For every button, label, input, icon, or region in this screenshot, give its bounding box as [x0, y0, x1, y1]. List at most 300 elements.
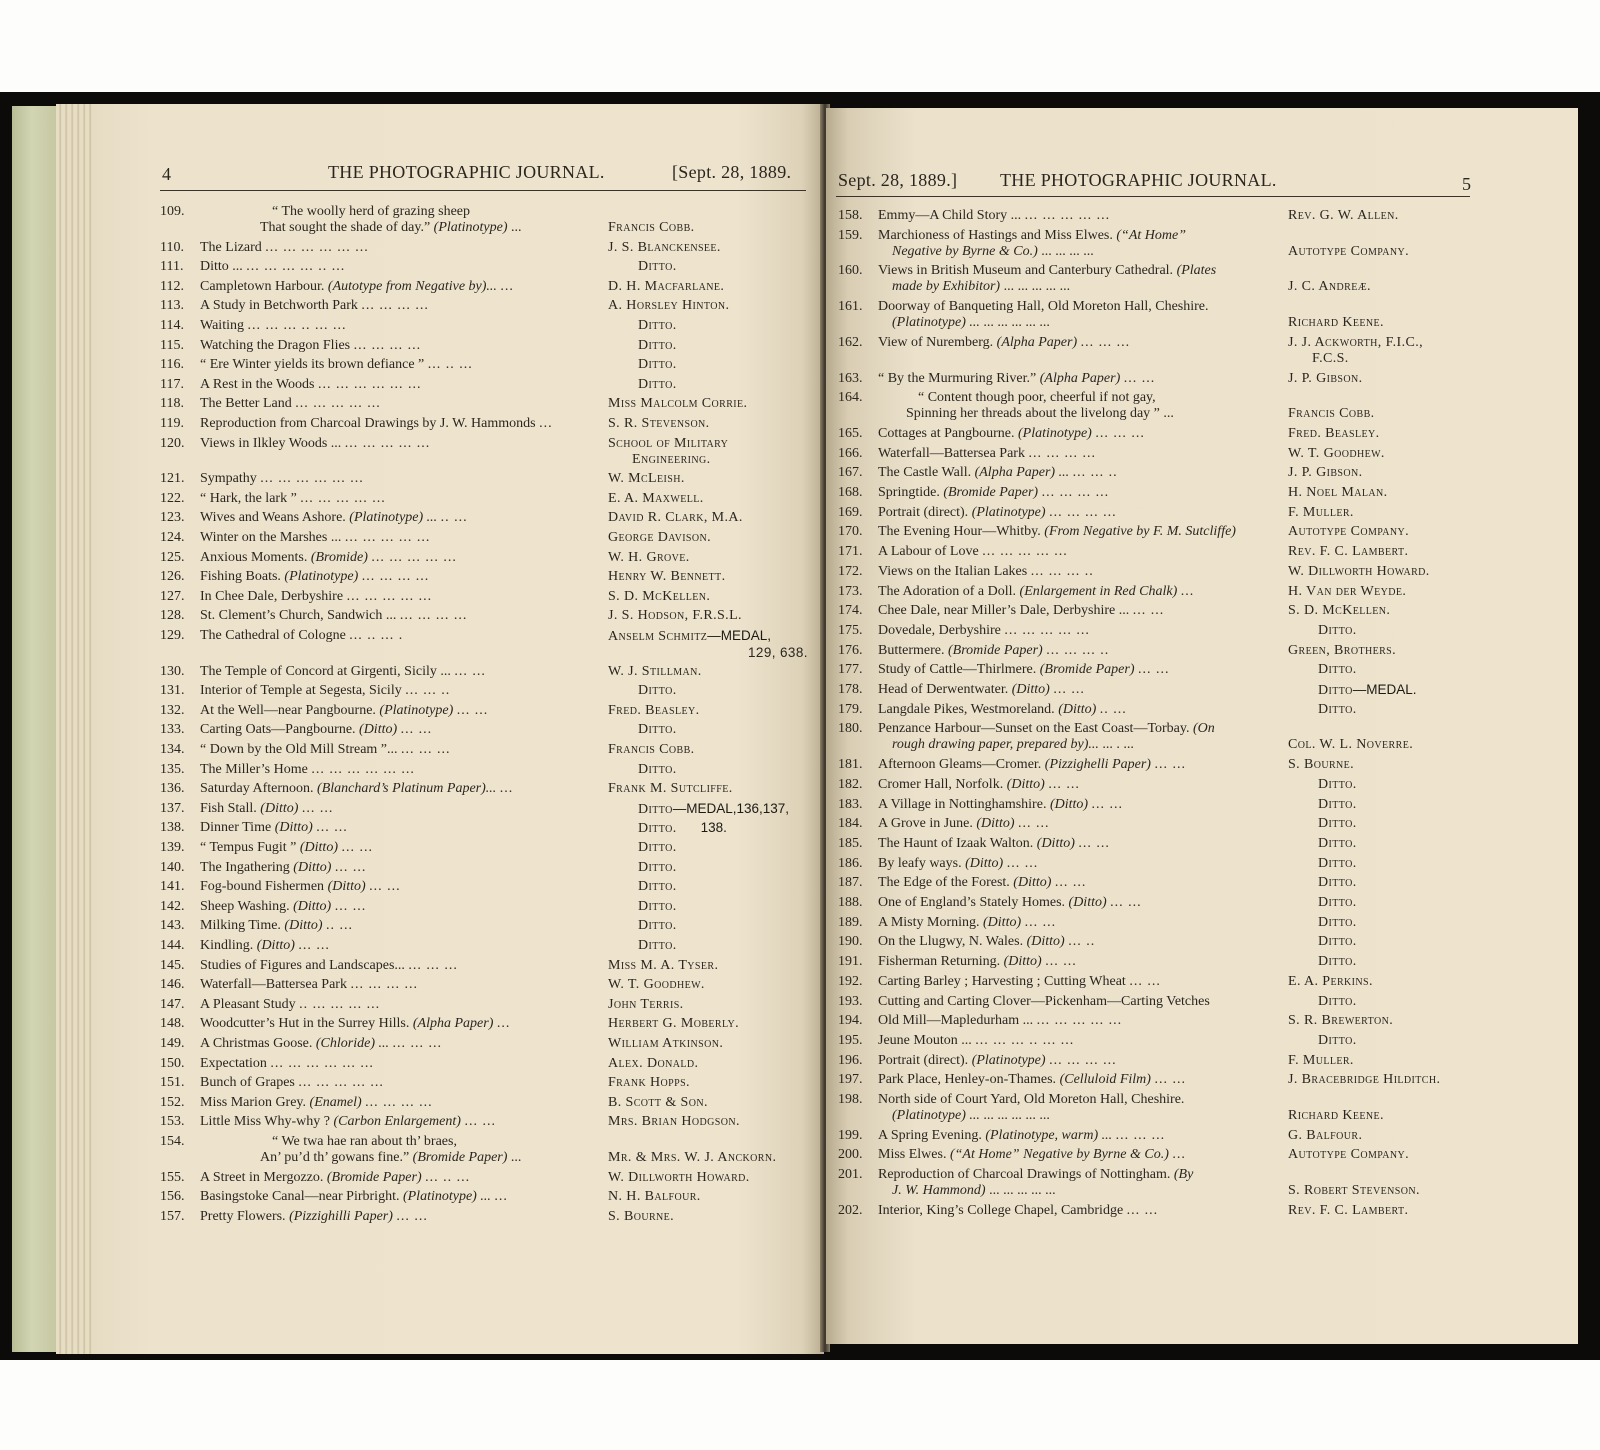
title-continuation: (Platinotype) ...: [892, 315, 980, 331]
entry-number: 146.: [160, 977, 185, 993]
leader-dots: ... ... ... ... ...: [989, 1183, 1056, 1199]
leader-dots: .. ...: [440, 510, 468, 526]
author-name: S. R. Stevenson.: [608, 416, 710, 431]
entry-author: [638, 357, 677, 373]
entry-title: [200, 997, 380, 1013]
medium-note: (Ditto): [1003, 954, 1042, 970]
title-continuation: (Platinotype) ...: [892, 1108, 980, 1123]
entry-title: [200, 879, 401, 895]
entry-title: [200, 781, 513, 797]
entry-number: 172.: [838, 563, 863, 579]
entry-author: [1318, 895, 1357, 911]
entry-title: [878, 797, 1123, 813]
entry-title: [200, 510, 468, 526]
medium-note: (Chloride) ...: [315, 1036, 389, 1051]
author-name: Alex. Donald.: [608, 1055, 699, 1071]
title-continuation: Negative by Byrne & Co.): [892, 243, 1038, 259]
medium-note: (Alpha Paper): [996, 334, 1078, 350]
author-name: Ditto: [1318, 683, 1353, 698]
title-continuation: rough drawing paper, prepared by)...: [892, 737, 1099, 753]
title-continuation: An’ pu’d th’ gowans fine.”: [260, 1150, 410, 1165]
author-name: Ditto.: [638, 259, 677, 275]
title-continuation: That sought the shade of day.”: [260, 220, 431, 235]
medium-note: (Pizzighelli Paper): [1044, 757, 1151, 773]
entry-title: [200, 742, 451, 758]
title-text: “ We twa hae ran about th’ braes,: [272, 1134, 457, 1149]
entry-author: [608, 1114, 740, 1130]
entry-author: [1288, 1108, 1384, 1124]
entry-author: [638, 879, 677, 895]
medium-note: (Ditto): [1058, 701, 1097, 717]
entry-author: [1288, 1072, 1440, 1088]
author-name: J. S. Blanckensee.: [608, 239, 721, 255]
title-text: Portrait (direct).: [878, 504, 969, 520]
entry-number: 131.: [160, 683, 185, 699]
entry-title: [200, 762, 415, 778]
author-name: George Davison.: [608, 530, 712, 545]
entry-number: 142.: [160, 898, 185, 914]
page-number: 4: [162, 164, 172, 184]
entry-number: 162.: [838, 334, 863, 350]
entry-author: [608, 1209, 674, 1225]
leader-dots: ... ...: [456, 702, 489, 718]
title-text: “ The woolly herd of grazing sheep: [272, 204, 471, 219]
leader-dots: ...: [1163, 406, 1174, 422]
entry-title: [200, 664, 486, 680]
entry-title: [200, 1189, 508, 1205]
entry-author: [1288, 757, 1354, 773]
leader-dots: ... ... ... ... ...: [298, 1075, 384, 1091]
entry-number: 118.: [160, 396, 184, 412]
entry-author: [1288, 974, 1373, 990]
entry-author: [638, 762, 677, 778]
medium-note: (“At Home” Negative by Byrne & Co.): [949, 1147, 1169, 1163]
medium-note: (Bromide Paper): [947, 642, 1043, 658]
medium-note: (Ditto): [1006, 776, 1045, 792]
entry-title: [878, 228, 1186, 260]
author-name: F. Muller.: [1288, 1052, 1354, 1068]
title-text: Reproduction of Charcoal Drawings of Nottingham.: [878, 1167, 1171, 1183]
entry-number: 182.: [838, 776, 863, 792]
entry-author: [638, 722, 677, 738]
entry-title: [200, 338, 421, 354]
author-name: S. Bourne.: [1288, 757, 1355, 773]
medium-note: (Celluloid Film): [1059, 1072, 1151, 1088]
entry-author: [608, 569, 725, 585]
title-text: Kindling.: [200, 938, 254, 953]
entry-author: [608, 1075, 690, 1091]
entry-title: [878, 1013, 1122, 1029]
entry-author: [1288, 1183, 1420, 1199]
entry-title: [878, 1072, 1186, 1088]
title-text: Dovedale, Derbyshire: [878, 622, 1001, 638]
author-name: W. H. Grove.: [608, 549, 690, 565]
author-name: Autotype Company.: [1288, 524, 1410, 540]
author-name: Ditto: [638, 801, 673, 817]
entry-author: [608, 550, 690, 566]
author-name: School of Military: [608, 435, 729, 451]
title-text: The Temple of Concord at Girgenti, Sicily ...: [200, 663, 451, 679]
leader-dots: ... ...: [1024, 914, 1057, 930]
title-text: The Edge of the Forest.: [878, 875, 1010, 891]
leader-dots: ... ...: [1091, 796, 1124, 812]
entry-author: [1318, 934, 1357, 950]
entry-number: 170.: [838, 524, 863, 540]
title-text: The Castle Wall.: [878, 465, 972, 481]
medium-note: (Ditto): [293, 898, 332, 914]
title-text: “ By the Murmuring River.”: [878, 370, 1037, 386]
title-text: Basingstoke Canal—near Pirbright.: [200, 1189, 400, 1205]
entry-author: [1288, 603, 1390, 619]
title-text: Carting Oats—Pangbourne.: [200, 722, 356, 738]
title-text: Fog-bound Fishermen: [200, 879, 325, 895]
leader-dots: ... ...: [1132, 603, 1165, 619]
entry-title: [878, 1147, 1186, 1163]
entry-title: [878, 1092, 1184, 1124]
entry-title: [878, 875, 1086, 891]
entry-number: 114.: [160, 318, 184, 333]
title-text: “ Hark, the lark ”: [200, 490, 297, 506]
entry-number: 183.: [838, 796, 863, 812]
leader-dots: ...: [511, 220, 522, 235]
title-text: St. Clement’s Church, Sandwich ...: [200, 608, 397, 624]
entry-title: [200, 820, 348, 836]
author-name: Ditto.: [638, 337, 677, 353]
entry-author: [608, 589, 710, 605]
medium-note: (Carbon Enlargement): [333, 1114, 461, 1130]
entry-number: 192.: [838, 973, 863, 989]
entry-number: 109.: [160, 204, 185, 219]
medium-note: (Platinotype): [971, 1052, 1046, 1068]
entry-number: 175.: [838, 622, 863, 638]
entry-title: [200, 899, 366, 915]
author-name: W. T. Goodhew.: [608, 977, 705, 993]
entry-number: 145.: [160, 957, 185, 973]
entry-number: 148.: [160, 1016, 185, 1032]
author-name: J. P. Gibson.: [1288, 370, 1363, 386]
entry-number: 180.: [838, 721, 863, 737]
entry-author: [1288, 426, 1380, 442]
entry-author: [1288, 406, 1375, 422]
entry-author: [1318, 702, 1357, 718]
leader-dots: ...: [500, 278, 514, 294]
entry-number: 132.: [160, 702, 185, 718]
entry-title: [200, 298, 429, 314]
leader-dots: ... ... ... ... ... ...: [260, 471, 364, 487]
entry-title: [878, 915, 1056, 931]
author-name: W. McLeish.: [608, 471, 685, 487]
entry-author: [1288, 1147, 1409, 1163]
entry-number: 141.: [160, 879, 185, 895]
medium-note: (From Negative by F. M. Sutcliffe): [1044, 524, 1236, 540]
leader-dots: ... ..: [1068, 934, 1096, 950]
title-text: Anxious Moments.: [200, 549, 308, 565]
author-name: Frank M. Sutcliffe.: [608, 781, 733, 797]
author-name: Ditto.: [638, 722, 677, 738]
entry-author: [638, 820, 727, 837]
medium-note: (Ditto): [1036, 835, 1075, 851]
entry-author: [608, 608, 742, 624]
author-continuation: Engineering.: [632, 451, 711, 467]
author-name: J. S. Hodson, F.R.S.L.: [608, 608, 742, 624]
medium-note: (Platinotype): [433, 220, 508, 235]
journal-title: THE PHOTOGRAPHIC JOURNAL.: [1000, 170, 1277, 190]
leader-dots: ... ... ... .. ... ...: [247, 318, 347, 333]
author-name: Fred. Beasley.: [608, 702, 700, 718]
title-text: Park Place, Henley-on-Thames.: [878, 1072, 1057, 1088]
entry-author: [1288, 279, 1371, 295]
entry-author: [1288, 584, 1406, 600]
entry-number: 190.: [838, 934, 863, 950]
title-text: View of Nuremberg.: [878, 334, 994, 350]
title-text: “ Ere Winter yields its brown defiance ”: [200, 357, 425, 373]
title-text: Waiting: [200, 318, 244, 333]
leader-dots: ... ... ... ... ...: [1004, 622, 1090, 638]
leader-dots: .. ...: [326, 918, 354, 934]
leader-dots: ... ... ... ... ...: [1036, 1013, 1123, 1029]
leader-dots: ... ... ...: [1095, 425, 1145, 441]
author-name: Autotype Company.: [1288, 243, 1410, 259]
medium-note: (Platinotype): [284, 569, 359, 585]
entry-title: [200, 471, 364, 487]
medium-note: (Ditto): [965, 855, 1004, 871]
leader-dots: ... ... ... ... ...: [346, 588, 433, 604]
entry-author: [608, 781, 733, 797]
entry-author: [638, 259, 677, 275]
medium-note: (Platinotype) ...: [402, 1189, 491, 1205]
title-text: Views in British Museum and Canterbury Cathedral.: [878, 263, 1174, 279]
title-text: Expectation: [200, 1055, 267, 1071]
entry-number: 187.: [838, 875, 863, 891]
author-name: W. T. Goodhew.: [1288, 445, 1385, 461]
author-name: Mr. & Mrs. W. J. Anckorn.: [608, 1150, 777, 1165]
leader-dots: ... ...: [400, 722, 433, 738]
author-name: Ditto.: [1318, 1032, 1357, 1048]
entry-number: 119.: [160, 416, 184, 431]
header-rule: [836, 196, 1470, 197]
medium-note: (Enlargement in Red Chalk): [1019, 583, 1178, 599]
author-name: Rev. G. W. Allen.: [1288, 208, 1399, 223]
title-continuation: J. W. Hammond): [892, 1183, 986, 1199]
title-text: The Better Land: [200, 396, 292, 412]
entry-author: [638, 318, 677, 334]
medium-note: (Ditto): [983, 914, 1022, 930]
author-name: Ditto.: [1318, 954, 1357, 970]
title-text: Fisherman Returning.: [878, 954, 1001, 970]
entry-author: [608, 628, 808, 661]
entry-title: [878, 208, 1110, 224]
author-name: Ditto.: [638, 918, 677, 934]
title-text: A Labour of Love: [878, 544, 979, 560]
entry-title: [200, 491, 386, 507]
entry-title: [878, 505, 1117, 521]
entry-author: [608, 416, 710, 432]
left-page: [92, 104, 824, 1354]
title-text: Milking Time.: [200, 918, 281, 934]
author-name: S. Robert Stevenson.: [1288, 1183, 1420, 1199]
medium-note: (Bromide Paper): [412, 1150, 508, 1165]
leader-dots: ... ...: [316, 820, 348, 836]
entry-number: 139.: [160, 840, 185, 855]
leader-dots: ... ... ... ...: [399, 608, 468, 624]
entry-title: [878, 1053, 1117, 1069]
leader-dots: ... .. ...: [427, 357, 473, 373]
author-name: H. Van der Weyde.: [1288, 583, 1407, 599]
author-name: N. H. Balfour.: [608, 1189, 701, 1205]
title-text: Sheep Washing.: [200, 898, 290, 914]
author-name: Rev. F. C. Lambert.: [1288, 544, 1409, 560]
title-text: Waterfall—Battersea Park: [200, 977, 347, 993]
entry-title: [200, 860, 366, 876]
entry-title: [200, 279, 514, 295]
entry-title: [878, 544, 1068, 560]
entry-number: 156.: [160, 1189, 185, 1205]
entry-title: [200, 240, 369, 256]
entry-title: [200, 958, 458, 974]
entry-title: [200, 1056, 374, 1072]
leader-dots: ... ... ...: [1115, 1127, 1166, 1143]
entry-author: [608, 742, 695, 758]
medium-note: (Platinotype): [379, 702, 454, 718]
entry-title: [200, 1209, 428, 1225]
entry-number: 184.: [838, 816, 863, 832]
title-text: Doorway of Banqueting Hall, Old Moreton Hall, Cheshire.: [878, 299, 1209, 315]
entry-number: 121.: [160, 471, 185, 487]
leader-dots: ... ... ...: [1080, 334, 1131, 350]
entry-author: [638, 377, 677, 393]
title-text: Cutting and Carting Clover—Pickenham—Carting Vetches: [878, 993, 1210, 1009]
entry-title: [878, 564, 1094, 580]
entry-number: 173.: [838, 583, 863, 599]
leader-dots: ... ... ... ... ...: [295, 396, 381, 412]
entry-author: [1318, 994, 1357, 1010]
leader-dots: ... ... ..: [405, 683, 451, 699]
title-text: Penzance Harbour—Sunset on the East Coast—Torbay.: [878, 721, 1190, 737]
entry-author: [1288, 315, 1384, 331]
entry-number: 113.: [160, 298, 184, 314]
author-name: Ditto.: [1318, 855, 1357, 871]
entry-author: [608, 1036, 723, 1052]
entry-number: 157.: [160, 1208, 185, 1224]
leader-dots: ... ... ... ...: [350, 977, 418, 993]
author-name: Ditto.: [1318, 895, 1357, 910]
entry-number: 154.: [160, 1134, 185, 1149]
entry-number: 135.: [160, 761, 185, 777]
author-name: W. Dillworth Howard.: [1288, 563, 1430, 579]
entry-author: [608, 1016, 739, 1032]
medium-note: (Bromide): [310, 549, 368, 565]
leader-dots: ...: [1172, 1147, 1186, 1163]
title-text: A Study in Betchworth Park: [200, 298, 358, 314]
entry-title: [200, 1075, 384, 1091]
entry-number: 129.: [160, 628, 185, 643]
leader-dots: ... ... ... ... ... ...: [318, 376, 422, 392]
entry-author: [1318, 915, 1357, 931]
author-name: Ditto.: [638, 761, 677, 777]
entry-author: [638, 918, 677, 934]
entry-title: [878, 1167, 1193, 1199]
author-name: Miss Malcolm Corrie.: [608, 396, 748, 412]
title-text: A Pleasant Study: [200, 996, 296, 1012]
title-text: Pretty Flowers.: [200, 1208, 286, 1224]
entry-number: 168.: [838, 485, 863, 500]
title-text: The Adoration of a Doll.: [878, 583, 1017, 599]
entry-author: [1318, 623, 1357, 639]
entry-title: [200, 1170, 470, 1186]
author-name: G. Balfour.: [1288, 1127, 1363, 1143]
author-name: J. Bracebridge Hilditch.: [1288, 1072, 1441, 1088]
entry-title: [200, 396, 381, 412]
leader-dots: .. ...: [1099, 701, 1127, 717]
entry-author: [608, 220, 695, 236]
leader-dots: ... ... ... ...: [353, 337, 422, 353]
entry-number: 169.: [838, 504, 863, 520]
entry-author: [1318, 856, 1357, 872]
leader-dots: ... ...: [1054, 875, 1087, 891]
entry-number: 178.: [838, 682, 863, 697]
entry-number: 201.: [838, 1167, 863, 1183]
title-text: Winter on the Marshes ...: [200, 530, 342, 545]
entry-number: 151.: [160, 1075, 185, 1091]
entry-author: [1288, 1053, 1354, 1069]
entry-title: [878, 836, 1110, 852]
title-text: Portrait (direct).: [878, 1052, 969, 1068]
entry-number: 177.: [838, 662, 863, 678]
title-text: Waterfall—Battersea Park: [878, 445, 1025, 461]
entry-author: [1288, 1013, 1393, 1029]
title-text: “ Content though poor, cheerful if not gay,: [918, 390, 1156, 406]
entry-number: 166.: [838, 445, 863, 461]
leader-dots: ...: [1180, 583, 1195, 599]
leader-dots: ... ... ... .. ... ...: [975, 1032, 1075, 1048]
author-name: H. Noel Malan.: [1288, 485, 1388, 500]
title-text: Study of Cattle—Thirlmere.: [878, 662, 1037, 678]
author-name: Ditto.: [1318, 662, 1357, 678]
author-name: Ditto.: [638, 879, 677, 895]
author-name: Francis Cobb.: [608, 220, 695, 235]
author-name: Anselm Schmitz: [608, 629, 708, 644]
author-name: F. Muller.: [1288, 504, 1354, 520]
entry-number: 144.: [160, 938, 185, 953]
title-text: Miss Marion Grey.: [200, 1094, 307, 1110]
leader-dots: ... ... ... ... ... ...: [311, 761, 415, 777]
entry-author: [1288, 1128, 1362, 1144]
entry-title: [878, 1203, 1158, 1219]
medium-note: (Ditto): [293, 859, 332, 875]
medium-note: (Bromide Paper): [943, 485, 1039, 500]
entry-title: [200, 569, 429, 585]
leader-dots: ... ... ... ... ...: [1024, 208, 1111, 223]
entry-title: [878, 643, 1109, 659]
entry-number: 140.: [160, 859, 185, 875]
entry-title: [200, 977, 418, 993]
author-name: Ditto.: [638, 840, 677, 855]
title-text: Emmy—A Child Story ...: [878, 208, 1022, 223]
leader-dots: ... ...: [1018, 816, 1050, 832]
entry-author: [1288, 1203, 1408, 1219]
entry-number: 159.: [838, 227, 863, 243]
medium-note: (Ditto): [284, 918, 323, 934]
entry-title: [878, 603, 1164, 619]
title-text: Sympathy: [200, 471, 257, 487]
entry-title: [878, 446, 1096, 462]
leader-dots: ... ... ... ... ...: [982, 544, 1068, 560]
leader-dots: ... ...: [464, 1114, 496, 1130]
author-name: Richard Keene.: [1288, 315, 1384, 331]
medium-note: (Enamel): [309, 1094, 362, 1110]
title-text: A Christmas Goose.: [200, 1036, 313, 1051]
leader-dots: ... ... ... ...: [1049, 1052, 1117, 1068]
